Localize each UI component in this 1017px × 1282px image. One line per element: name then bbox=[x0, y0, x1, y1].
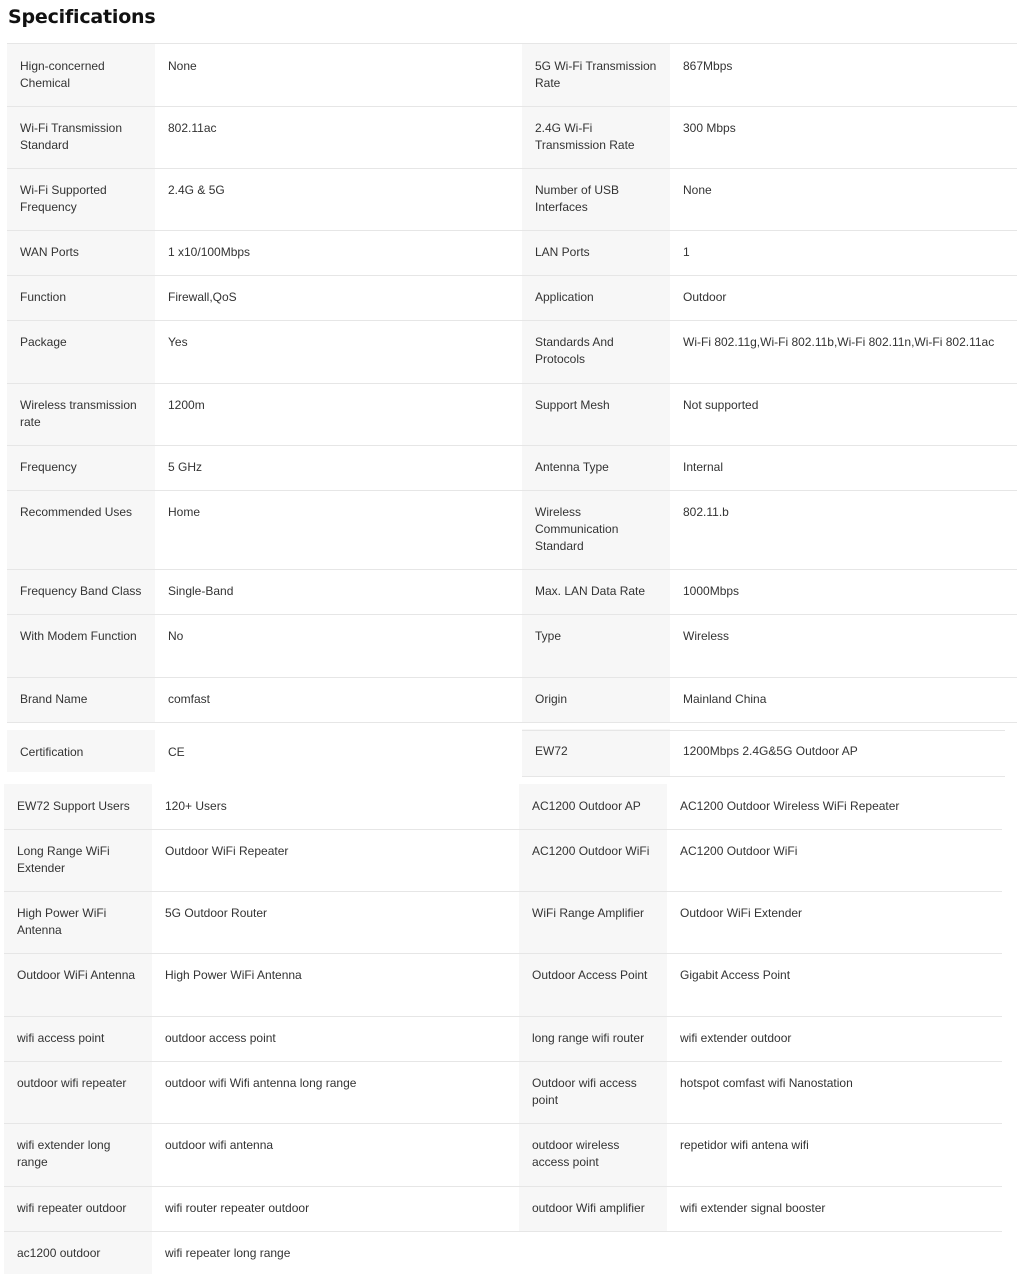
spec-label bbox=[522, 445, 670, 490]
spec-value bbox=[670, 614, 1017, 677]
spec-value-text: Gigabit Access Point bbox=[680, 968, 791, 982]
spec-value bbox=[670, 275, 1017, 320]
spec-label bbox=[7, 168, 155, 230]
spec-label bbox=[522, 320, 670, 383]
spec-value bbox=[152, 784, 519, 829]
spec-label-text: Wireless transmission rate bbox=[20, 398, 137, 429]
spec-label bbox=[522, 230, 670, 275]
spec-label bbox=[522, 569, 670, 614]
spec-value-text: wifi extender signal booster bbox=[680, 1201, 826, 1215]
spec-value-text: 867Mbps bbox=[683, 59, 733, 73]
spec-label bbox=[7, 320, 155, 383]
spec-value-text: 2.4G & 5G bbox=[168, 183, 225, 197]
spec-label-text: With Modem Function bbox=[20, 629, 137, 643]
spec-value-text: repetidor wifi antena wifi bbox=[680, 1138, 809, 1152]
row-divider bbox=[4, 1061, 1002, 1062]
spec-label-text: Function bbox=[20, 290, 67, 304]
spec-label bbox=[7, 44, 155, 106]
spec-value-text: Single-Band bbox=[168, 584, 234, 598]
spec-value bbox=[670, 106, 1017, 168]
spec-value bbox=[667, 1016, 999, 1061]
spec-value-text: wifi repeater long range bbox=[165, 1246, 291, 1260]
spec-label bbox=[7, 569, 155, 614]
spec-label bbox=[4, 784, 152, 829]
spec-label-text: Number of USB Interfaces bbox=[535, 183, 620, 214]
spec-label-text: Wi-Fi Supported Frequency bbox=[20, 183, 107, 214]
spec-value-text: 1000Mbps bbox=[683, 584, 740, 598]
spec-value-text: Outdoor WiFi Extender bbox=[680, 906, 803, 920]
spec-value bbox=[152, 891, 519, 953]
spec-value-text: Outdoor WiFi Repeater bbox=[165, 844, 289, 858]
spec-value bbox=[670, 569, 1017, 614]
spec-value-text: High Power WiFi Antenna bbox=[165, 968, 302, 982]
spec-label-text: Antenna Type bbox=[535, 460, 609, 474]
spec-value-text: 1 bbox=[683, 245, 690, 259]
spec-value-text: Yes bbox=[168, 335, 188, 349]
spec-value-text: AC1200 Outdoor WiFi bbox=[680, 844, 798, 858]
spec-value bbox=[152, 953, 519, 1016]
row-divider bbox=[4, 1123, 1002, 1124]
spec-label-text: LAN Ports bbox=[535, 245, 590, 259]
spec-value-text: wifi router repeater outdoor bbox=[165, 1201, 310, 1215]
spec-label bbox=[519, 829, 667, 891]
spec-value bbox=[667, 953, 999, 1016]
spec-label bbox=[7, 275, 155, 320]
spec-value bbox=[667, 1061, 999, 1123]
spec-value bbox=[155, 168, 522, 230]
spec-value bbox=[155, 730, 522, 772]
row-divider bbox=[522, 776, 1005, 777]
spec-label-text: 5G Wi-Fi Transmission Rate bbox=[535, 59, 657, 90]
spec-label bbox=[519, 1123, 667, 1186]
spec-value-text: hotspot comfast wifi Nanostation bbox=[680, 1076, 853, 1090]
spec-label-text: Recommended Uses bbox=[20, 505, 133, 519]
spec-label-text: Long Range WiFi Extender bbox=[17, 844, 110, 875]
spec-value-text: No bbox=[168, 629, 184, 643]
spec-label bbox=[7, 383, 155, 445]
spec-label-text: Standards And Protocols bbox=[535, 335, 614, 366]
spec-label-text: High Power WiFi Antenna bbox=[17, 906, 107, 937]
row-divider bbox=[7, 614, 1017, 615]
spec-value-text: wifi extender outdoor bbox=[680, 1031, 792, 1045]
spec-value-text: 1200m bbox=[168, 398, 205, 412]
spec-value bbox=[152, 1123, 519, 1186]
spec-label bbox=[519, 784, 667, 829]
spec-label bbox=[519, 891, 667, 953]
spec-label bbox=[7, 490, 155, 569]
spec-value-text: 300 Mbps bbox=[683, 121, 736, 135]
spec-value bbox=[155, 320, 522, 383]
spec-label-text: Max. LAN Data Rate bbox=[535, 584, 646, 598]
spec-value-text: Wi-Fi 802.11g,Wi-Fi 802.11b,Wi-Fi 802.11n,Wi-Fi 802.11ac bbox=[683, 335, 995, 349]
spec-value bbox=[155, 275, 522, 320]
spec-label bbox=[7, 230, 155, 275]
spec-label-text: WAN Ports bbox=[20, 245, 79, 259]
spec-value bbox=[670, 320, 1017, 383]
spec-label-text: AC1200 Outdoor WiFi bbox=[532, 844, 650, 858]
spec-label-text: Frequency Band Class bbox=[20, 584, 142, 598]
spec-label bbox=[7, 730, 155, 772]
spec-value bbox=[670, 729, 1005, 776]
spec-value bbox=[670, 490, 1017, 569]
row-divider bbox=[7, 383, 1017, 384]
spec-value bbox=[667, 829, 999, 891]
row-divider bbox=[4, 1231, 1002, 1232]
spec-value-text: Wireless bbox=[683, 629, 730, 643]
spec-value bbox=[155, 230, 522, 275]
spec-label bbox=[522, 275, 670, 320]
row-divider bbox=[4, 1016, 1002, 1017]
spec-label bbox=[4, 1061, 152, 1123]
row-divider bbox=[7, 168, 1017, 169]
spec-label-text: Origin bbox=[535, 692, 568, 706]
spec-label-text: Hign-concerned Chemical bbox=[20, 59, 105, 90]
spec-value bbox=[667, 1123, 999, 1186]
spec-label-text: Outdoor wifi access point bbox=[532, 1076, 637, 1107]
spec-label-text: outdoor wifi repeater bbox=[17, 1076, 127, 1090]
spec-label-text: Outdoor Access Point bbox=[532, 968, 648, 982]
row-divider bbox=[7, 677, 1017, 678]
spec-value bbox=[155, 106, 522, 168]
spec-value bbox=[670, 445, 1017, 490]
spec-value-text: 5G Outdoor Router bbox=[165, 906, 268, 920]
spec-label-text: wifi extender long range bbox=[17, 1138, 111, 1169]
spec-label bbox=[519, 1061, 667, 1123]
row-divider bbox=[7, 275, 1017, 276]
spec-label-text: 2.4G Wi-Fi Transmission Rate bbox=[535, 121, 635, 152]
spec-label-text: Type bbox=[535, 629, 562, 643]
spec-label-text: long range wifi router bbox=[532, 1031, 645, 1045]
spec-label-text: outdoor wireless access point bbox=[532, 1138, 620, 1169]
spec-label bbox=[519, 1016, 667, 1061]
spec-label bbox=[4, 1016, 152, 1061]
spec-value-text: comfast bbox=[168, 692, 211, 706]
spec-label bbox=[522, 677, 670, 722]
spec-value-text: 120+ Users bbox=[165, 799, 227, 813]
row-divider bbox=[7, 106, 1017, 107]
row-divider bbox=[4, 1186, 1002, 1187]
spec-label-text: outdoor Wifi amplifier bbox=[532, 1201, 645, 1215]
spec-label bbox=[7, 106, 155, 168]
spec-label bbox=[522, 729, 670, 776]
spec-value bbox=[152, 1231, 519, 1274]
spec-value-text: outdoor wifi Wifi antenna long range bbox=[165, 1076, 357, 1090]
spec-value bbox=[670, 677, 1017, 722]
page-title: Specifications bbox=[8, 6, 156, 28]
spec-value bbox=[155, 614, 522, 677]
row-divider bbox=[522, 730, 1005, 731]
spec-value-text: Internal bbox=[683, 460, 724, 474]
spec-label bbox=[7, 677, 155, 722]
spec-value-text: Firewall,QoS bbox=[168, 290, 237, 304]
spec-value bbox=[155, 677, 522, 722]
spec-label bbox=[522, 106, 670, 168]
spec-value bbox=[155, 445, 522, 490]
spec-value bbox=[155, 490, 522, 569]
row-divider bbox=[7, 445, 1017, 446]
row-divider bbox=[4, 953, 1002, 954]
spec-label bbox=[4, 1123, 152, 1186]
spec-label-text: AC1200 Outdoor AP bbox=[532, 799, 641, 813]
row-divider bbox=[4, 829, 1002, 830]
spec-label-text: Application bbox=[535, 290, 594, 304]
spec-value bbox=[667, 784, 999, 829]
spec-value bbox=[667, 891, 999, 953]
spec-value-text: 802.11.b bbox=[683, 505, 729, 519]
spec-value-text: CE bbox=[168, 745, 185, 759]
spec-value-text: Not supported bbox=[683, 398, 759, 412]
spec-value bbox=[670, 44, 1017, 106]
spec-label-text: ac1200 outdoor bbox=[17, 1246, 101, 1260]
spec-label bbox=[7, 614, 155, 677]
spec-value-text: None bbox=[683, 183, 712, 197]
spec-value bbox=[670, 383, 1017, 445]
spec-label-text: wifi access point bbox=[17, 1031, 105, 1045]
spec-value bbox=[152, 1186, 519, 1231]
spec-label bbox=[522, 490, 670, 569]
spec-label-text: Certification bbox=[20, 745, 84, 759]
spec-value-text: Outdoor bbox=[683, 290, 727, 304]
spec-label-text: Brand Name bbox=[20, 692, 88, 706]
spec-label bbox=[522, 614, 670, 677]
spec-label-text: Package bbox=[20, 335, 67, 349]
spec-label bbox=[4, 1186, 152, 1231]
spec-label bbox=[4, 891, 152, 953]
spec-label bbox=[522, 44, 670, 106]
spec-label bbox=[522, 168, 670, 230]
spec-label-text: WiFi Range Amplifier bbox=[532, 906, 645, 920]
spec-value bbox=[152, 1061, 519, 1123]
spec-label-text: EW72 Support Users bbox=[17, 799, 130, 813]
spec-value bbox=[155, 383, 522, 445]
spec-value-text: outdoor access point bbox=[165, 1031, 276, 1045]
spec-label bbox=[4, 953, 152, 1016]
spec-value-text: 5 GHz bbox=[168, 460, 203, 474]
spec-label bbox=[7, 445, 155, 490]
spec-label bbox=[4, 1231, 152, 1274]
spec-value-text: 1200Mbps 2.4G&5G Outdoor AP bbox=[683, 744, 858, 758]
spec-label-text: Wireless Communication Standard bbox=[535, 505, 619, 553]
spec-value-text: Home bbox=[168, 505, 201, 519]
spec-value-text: 1 x10/100Mbps bbox=[168, 245, 251, 259]
spec-label-text: Frequency bbox=[20, 460, 77, 474]
row-divider bbox=[4, 891, 1002, 892]
spec-value bbox=[670, 230, 1017, 275]
spec-label-text: Wi-Fi Transmission Standard bbox=[20, 121, 123, 152]
spec-value bbox=[667, 1186, 999, 1231]
spec-label-text: EW72 bbox=[535, 744, 568, 758]
row-divider bbox=[7, 43, 1017, 44]
row-divider bbox=[7, 569, 1017, 570]
spec-value-text: None bbox=[168, 59, 197, 73]
spec-value bbox=[152, 1016, 519, 1061]
spec-label-text: Support Mesh bbox=[535, 398, 610, 412]
spec-label bbox=[519, 953, 667, 1016]
spec-value bbox=[152, 829, 519, 891]
spec-value-text: outdoor wifi antenna bbox=[165, 1138, 274, 1152]
spec-value-text: Mainland China bbox=[683, 692, 767, 706]
spec-label-text: Outdoor WiFi Antenna bbox=[17, 968, 136, 982]
spec-value bbox=[155, 569, 522, 614]
spec-value-text: 802.11ac bbox=[168, 121, 217, 135]
row-divider bbox=[7, 722, 1017, 723]
spec-label bbox=[522, 383, 670, 445]
row-divider bbox=[7, 490, 1017, 491]
spec-value-text: AC1200 Outdoor Wireless WiFi Repeater bbox=[680, 799, 900, 813]
row-divider bbox=[7, 230, 1017, 231]
spec-label bbox=[4, 829, 152, 891]
spec-label bbox=[519, 1186, 667, 1231]
row-divider bbox=[7, 320, 1017, 321]
spec-value bbox=[670, 168, 1017, 230]
spec-label-text: wifi repeater outdoor bbox=[17, 1201, 127, 1215]
spec-value bbox=[155, 44, 522, 106]
